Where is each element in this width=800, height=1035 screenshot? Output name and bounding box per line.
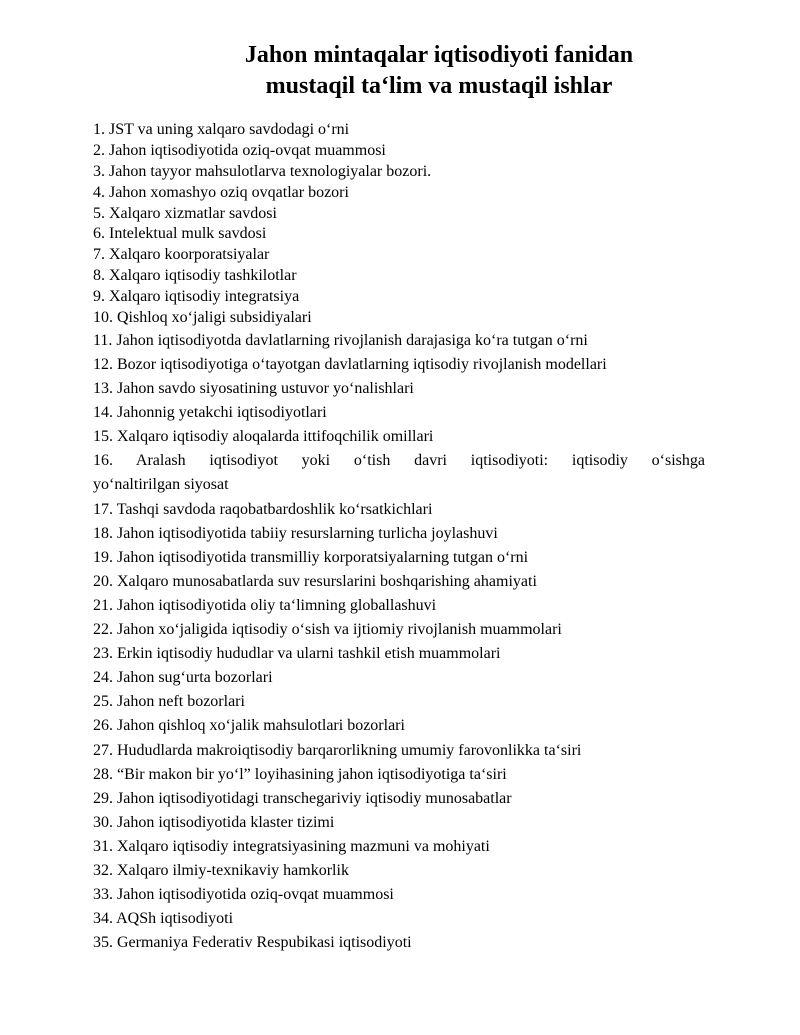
list-item: 19. Jahon iqtisodiyotida transmilliy korporatsiyalarning tutgan oʻrni <box>93 548 529 566</box>
list-item: 29. Jahon iqtisodiyotidagi transchegariviy iqtisodiy munosabatlar <box>93 789 512 807</box>
topic-list <box>93 120 705 955</box>
list-item: 34. AQSh iqtisodiyoti <box>93 910 234 928</box>
list-item: 14. Jahonnig yetakchi iqtisodiyotlari <box>93 404 327 422</box>
list-item: 6. Intelektual mulk savdosi <box>93 225 267 243</box>
list-item: 31. Xalqaro iqtisodiy integratsiyasining mazmuni va mohiyati <box>93 837 490 855</box>
list-item: 23. Erkin iqtisodiy hududlar va ularni tashkil etish muammolari <box>93 645 501 663</box>
list-item <box>93 449 705 497</box>
list-item: 7. Xalqaro koorporatsiyalar <box>93 246 270 264</box>
list-item: 21. Jahon iqtisodiyotida oliy taʻlimning globallashuvi <box>93 596 437 614</box>
list-item: 28. “Bir makon bir yoʻl” loyihasining jahon iqtisodiyotiga taʻsiri <box>93 765 507 783</box>
list-item: 32. Xalqaro ilmiy-texnikaviy hamkorlik <box>93 861 349 879</box>
list-item: 17. Tashqi savdoda raqobatbardoshlik koʻrsatkichlari <box>93 500 433 518</box>
list-item: 5. Xalqaro xizmatlar savdosi <box>93 204 277 222</box>
list-item: 13. Jahon savdo siyosatining ustuvor yoʻnalishlari <box>93 380 414 398</box>
list-item: 25. Jahon neft bozorlari <box>93 693 245 711</box>
list-item: 9. Xalqaro iqtisodiy integratsiya <box>93 288 300 306</box>
list-item: 26. Jahon qishloq xoʻjalik mahsulotlari bozorlari <box>93 717 405 735</box>
list-item: 27. Hududlarda makroiqtisodiy barqarorlikning umumiy farovonlikka taʻsiri <box>93 741 582 759</box>
list-item: 20. Xalqaro munosabatlarda suv resurslarini boshqarishing ahamiyati <box>93 572 537 590</box>
list-item: 22. Jahon xoʻjaligida iqtisodiy oʻsish va ijtiomiy rivojlanish muammolari <box>93 621 562 639</box>
title-line-2: mustaqil taʻlim va mustaqil ishlar <box>265 73 613 99</box>
list-item-line: 16. Aralash iqtisodiyot yoki oʻtish davri iqtisodiyoti: iqtisodiy oʻsishga <box>93 452 705 470</box>
list-item-line: yoʻnaltirilgan siyosat <box>93 476 229 494</box>
list-item: 12. Bozor iqtisodiyotiga oʻtayotgan davlatlarning iqtisodiy rivojlanish modellari <box>93 356 607 373</box>
page-title <box>93 40 705 102</box>
list-item: 33. Jahon iqtisodiyotida oziq-ovqat muammosi <box>93 886 394 904</box>
list-item: 15. Xalqaro iqtisodiy aloqalarda ittifoqchilik omillari <box>93 428 434 446</box>
list-item: 8. Xalqaro iqtisodiy tashkilotlar <box>93 267 297 285</box>
list-item: 35. Germaniya Federativ Respubikasi iqtisodiyoti <box>93 934 412 952</box>
list-item: 24. Jahon sugʻurta bozorlari <box>93 669 273 687</box>
list-item: 1. JST va uning xalqaro savdodagi oʻrni <box>93 121 350 138</box>
list-item: 11. Jahon iqtisodiyotda davlatlarning rivojlanish darajasiga koʻra tutgan oʻrni <box>93 331 588 349</box>
list-item: 3. Jahon tayyor mahsulotlarva texnologiyalar bozori. <box>93 162 432 180</box>
list-item: 30. Jahon iqtisodiyotida klaster tizimi <box>93 813 335 831</box>
list-item: 4. Jahon xomashyo oziq ovqatlar bozori <box>93 183 349 201</box>
list-item: 10. Qishloq xoʻjaligi subsidiyalari <box>93 309 312 327</box>
list-item: 2. Jahon iqtisodiyotida oziq-ovqat muammosi <box>93 141 386 159</box>
list-item: 18. Jahon iqtisodiyotida tabiiy resurslarning turlicha joylashuvi <box>93 524 498 542</box>
title-line-1: Jahon mintaqalar iqtisodiyoti fanidan <box>244 42 634 68</box>
